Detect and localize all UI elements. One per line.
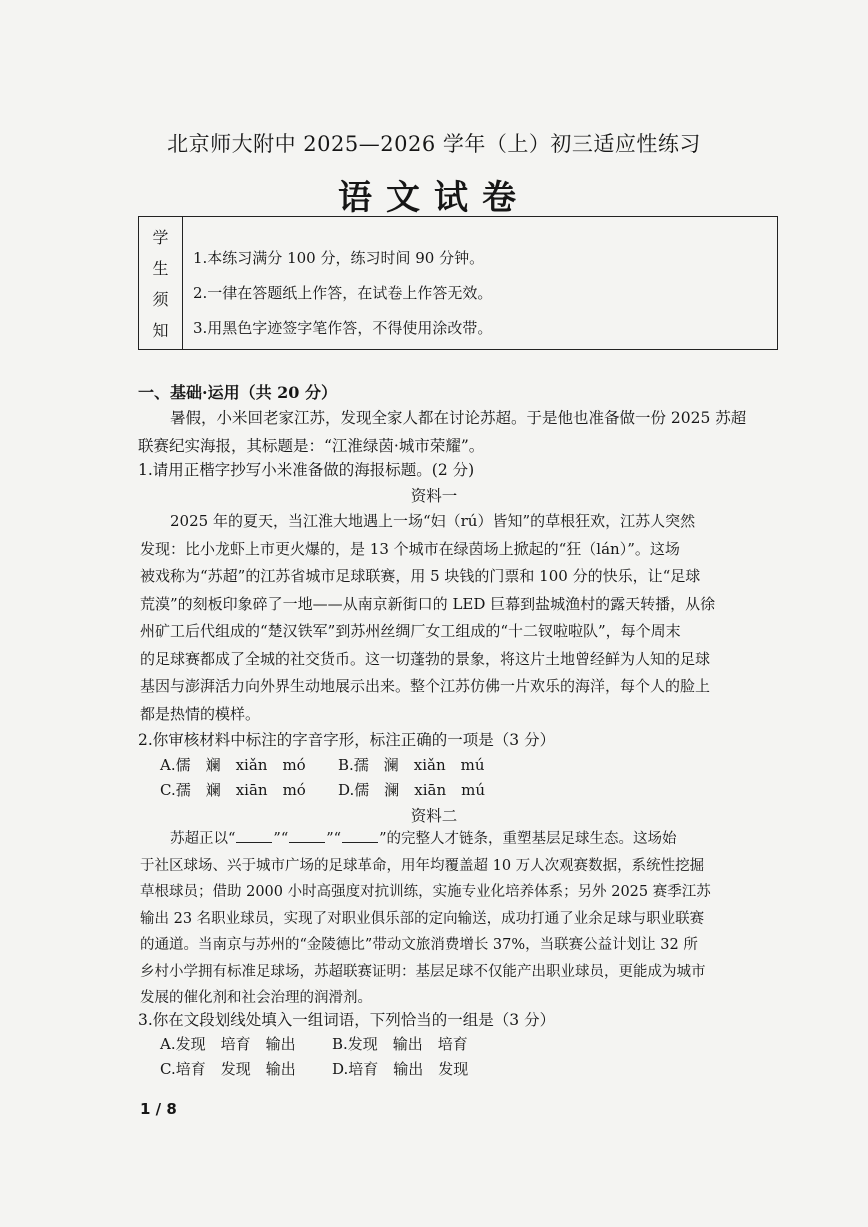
fill-blank[interactable] — [236, 828, 272, 843]
option-c[interactable]: C.培育 发现 输出 — [160, 1060, 296, 1078]
section-heading: 一、基础·运用（共 20 分） — [138, 383, 337, 402]
material-1-title: 资料一 — [410, 487, 458, 505]
notice-item: 3.用黑色字迹签字笔作答，不得使用涂改带。 — [193, 319, 493, 337]
intro-line: 暑假，小米回老家江苏，发现全家人都在讨论苏超。于是他也准备做一份 2025 苏超 — [170, 409, 747, 427]
material-line: 的足球赛都成了全城的社交货币。这一切蓬勃的景象，将这片土地曾经鲜为人知的足球 — [140, 649, 711, 668]
question-1: 1.请用正楷字抄写小米准备做的海报标题。(2 分) — [138, 461, 475, 479]
notice-items — [193, 241, 492, 346]
material-line: 发现：比小龙虾上市更火爆的，是 13 个城市在绿茵场上掀起的“狂（lán）”。这场 — [140, 539, 680, 558]
material-line: 荒漠”的刻板印象碎了一地——从南京新街口的 LED 巨幕到盐城渔村的露天转播，从徐 — [140, 594, 716, 613]
student-notice-box — [138, 216, 778, 350]
option-d[interactable]: D.儒 澜 xiān mú — [338, 781, 486, 799]
notice-label — [139, 217, 183, 349]
question-3-options-row — [160, 1033, 468, 1054]
material-line: 都是热情的模样。 — [140, 704, 261, 723]
question-2-options-row — [160, 754, 485, 775]
option-d[interactable]: D.培育 输出 发现 — [332, 1060, 469, 1078]
material-line: 乡村小学拥有标准足球场，苏超联赛证明：基层足球不仅能产出职业球员，更能成为城市 — [140, 963, 706, 980]
notice-label-char: 知 — [152, 321, 169, 340]
exam-subtitle: 北京师大附中 2025—2026 学年（上）初三适应性练习 — [167, 132, 701, 156]
option-b[interactable]: B.孺 澜 xiǎn mú — [338, 756, 485, 774]
section-intro — [138, 404, 778, 460]
material-2-text — [140, 826, 780, 1012]
option-a[interactable]: A.儒 斓 xiǎn mó — [160, 756, 306, 774]
notice-label-char: 须 — [152, 290, 169, 309]
intro-line: 联赛纪实海报，其标题是：“江淮绿茵·城市荣耀”。 — [138, 437, 485, 455]
material-line: 的通道。当南京与苏州的“金陵德比”带动文旅消费增长 37%，当联赛公益计划让 32 所 — [140, 937, 698, 953]
material-line: 基因与澎湃活力向外界生动地展示出来。整个江苏仿佛一片欢乐的海洋，每个人的脸上 — [140, 677, 711, 695]
notice-label-char: 生 — [152, 259, 169, 278]
fill-blank[interactable] — [342, 828, 378, 843]
material-line: 苏超正以“ ”“ ”“ ”的完整人才链条，重塑基层足球生态。这场始 — [140, 826, 780, 853]
material-1-text — [140, 508, 780, 728]
material-line: 草根球员；借助 2000 小时高强度对抗训练，实施专业化培养体系；另外 2025 赛季江苏 — [140, 884, 711, 900]
material-line: 州矿工后代组成的“楚汉铁军”到苏州丝绸厂女工组成的“十二钗啦啦队”，每个周末 — [140, 622, 681, 640]
option-c[interactable]: C.孺 斓 xiān mó — [160, 781, 306, 799]
option-b[interactable]: B.发现 输出 培育 — [332, 1035, 468, 1053]
notice-label-char: 学 — [152, 228, 169, 247]
material-line: 发展的催化剂和社会治理的润滑剂。 — [140, 990, 372, 1006]
material-2-title: 资料二 — [410, 807, 458, 825]
question-3-options-row — [160, 1058, 468, 1079]
question-2: 2.你审核材料中标注的字音字形，标注正确的一项是（3 分） — [138, 731, 556, 749]
question-2-options-row — [160, 779, 485, 800]
material-line: 于社区球场、兴于城市广场的足球革命，用年均覆盖超 10 万人次观赛数据，系统性挖掘 — [140, 857, 705, 874]
page-number: 1 / 8 — [140, 1100, 177, 1118]
option-a[interactable]: A.发现 培育 输出 — [160, 1035, 296, 1053]
notice-item: 2.一律在答题纸上作答，在试卷上作答无效。 — [193, 284, 493, 302]
material-line: 被戏称为“苏超”的江苏省城市足球联赛，用 5 块钱的门票和 100 分的快乐，让“足球 — [140, 567, 701, 585]
material-line: 输出 23 名职业球员，实现了对职业俱乐部的定向输送，成功打通了业余足球与职业联赛 — [140, 910, 705, 927]
fill-blank[interactable] — [289, 828, 325, 843]
notice-item: 1.本练习满分 100 分，练习时间 90 分钟。 — [193, 249, 485, 267]
exam-title: 语文试卷 — [338, 178, 530, 218]
material-line: 2025 年的夏天，当江淮大地遇上一场“妇（rú）皆知”的草根狂欢，江苏人突然 — [170, 512, 696, 530]
question-3: 3.你在文段划线处填入一组词语，下列恰当的一组是（3 分） — [138, 1011, 556, 1029]
